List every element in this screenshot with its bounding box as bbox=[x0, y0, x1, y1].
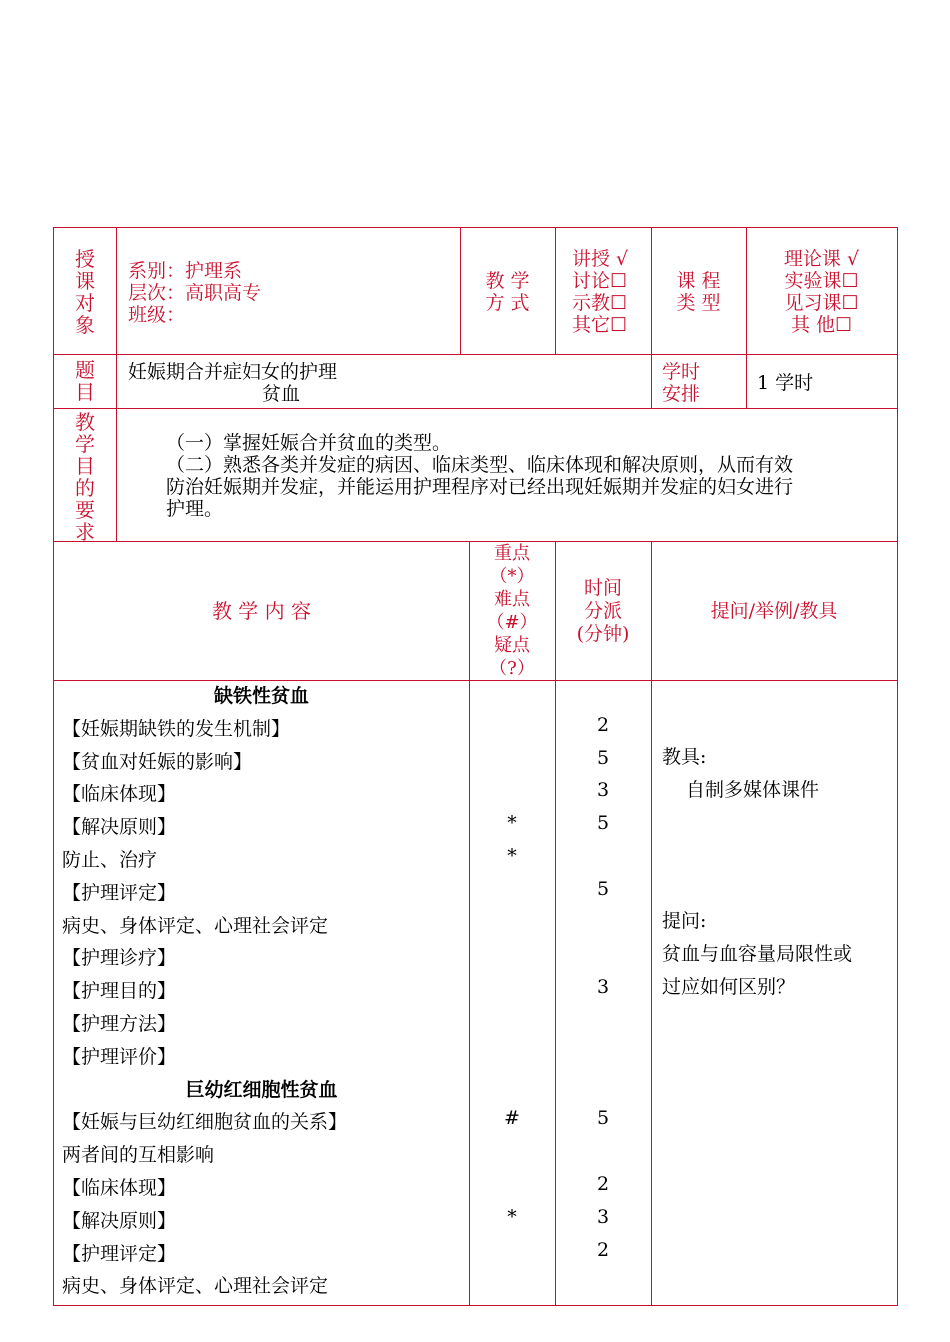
hours-label-1: 学时 bbox=[662, 361, 701, 383]
marks-header-line: 疑点 bbox=[494, 635, 530, 656]
topic-subtitle: 贫血 bbox=[262, 383, 301, 405]
section-heading: 巨幼红细胞性贫血 bbox=[185, 1078, 338, 1101]
marks-header-line: 难点 bbox=[494, 589, 530, 610]
course-type-theory: 理论课 √ bbox=[783, 248, 860, 270]
content-row-time: 3 bbox=[596, 976, 610, 999]
content-row-text: 两者间的互相影响 bbox=[62, 1144, 215, 1167]
content-row-mark: * bbox=[507, 1205, 517, 1228]
lesson-plan-table bbox=[53, 227, 898, 1306]
method-discussion: 讨论☐ bbox=[572, 270, 628, 292]
goals-label: 教学目的要求 bbox=[75, 410, 95, 544]
class-text: 班级： bbox=[128, 304, 186, 326]
col-divider bbox=[651, 541, 652, 1305]
content-row-text: 【临床体现】 bbox=[62, 783, 177, 806]
goal-line-2: （二）熟悉各类并发症的病因、临床类型、临床体现和解决原则，从而有效 bbox=[166, 454, 794, 476]
content-row-text: 【护理方法】 bbox=[62, 1013, 177, 1035]
goal-line-3: 防治妊娠期并发症，并能运用护理程序对已经出现妊娠期并发症的妇女进行 bbox=[166, 476, 794, 498]
content-row-time: 2 bbox=[596, 1173, 610, 1195]
method-other: 其它☐ bbox=[572, 314, 628, 336]
content-row-text: 【护理诊疗】 bbox=[62, 947, 177, 970]
time-header-line: 时间 bbox=[583, 577, 622, 599]
col-divider bbox=[555, 228, 556, 354]
content-row-time: 5 bbox=[596, 746, 610, 769]
goal-line-4: 护理。 bbox=[166, 498, 224, 520]
method-label-1: 教 学 bbox=[485, 270, 530, 292]
content-row-time: 3 bbox=[596, 1205, 610, 1228]
question-line-2: 过应如何区别？ bbox=[662, 976, 796, 998]
content-column-header: 教 学 内 容 bbox=[211, 599, 312, 623]
content-row-mark: * bbox=[507, 845, 517, 867]
course-type-practice: 见习课☐ bbox=[784, 292, 859, 314]
hours-value: 1 学时 bbox=[757, 372, 814, 394]
audience-label: 授课对象 bbox=[75, 247, 95, 337]
course-type-lab: 实验课☐ bbox=[784, 270, 859, 292]
content-row-time: 5 bbox=[596, 812, 610, 835]
section-heading: 缺铁性贫血 bbox=[213, 685, 309, 707]
content-row-time: 2 bbox=[596, 1238, 610, 1261]
time-header-line: 分派 bbox=[583, 600, 622, 622]
col-divider bbox=[116, 228, 117, 541]
col-divider bbox=[651, 228, 652, 408]
content-row-text: 【解决原则】 bbox=[62, 816, 177, 839]
content-row-text: 【护理评价】 bbox=[62, 1045, 177, 1068]
content-row-text: 【护理目的】 bbox=[62, 980, 177, 1003]
topic-title: 妊娠期合并症妇女的护理 bbox=[128, 361, 338, 383]
method-lecture: 讲授 √ bbox=[572, 248, 629, 270]
course-type-label-2: 类 型 bbox=[676, 292, 721, 314]
marks-header-line: （*） bbox=[489, 566, 535, 587]
content-row-time: 3 bbox=[596, 779, 610, 802]
hours-label-2: 安排 bbox=[662, 383, 701, 405]
content-row-text: 病史、身体评定、心理社会评定 bbox=[62, 1275, 329, 1298]
time-column-header bbox=[555, 577, 651, 646]
content-row-text: 【护理评定】 bbox=[62, 881, 177, 904]
course-type-other: 其 他☐ bbox=[790, 314, 853, 336]
marks-header-line: （#） bbox=[486, 612, 538, 633]
row-divider bbox=[54, 408, 897, 409]
content-row-text: 防止、治疗 bbox=[62, 849, 158, 871]
content-row-text: 【解决原则】 bbox=[62, 1209, 177, 1232]
content-row-text: 【贫血对妊娠的影响】 bbox=[62, 750, 253, 773]
tools-value: 自制多媒体课件 bbox=[686, 779, 820, 801]
content-row-text: 【妊娠与巨幼红细胞贫血的关系】 bbox=[62, 1111, 348, 1134]
marks-header-line: 重点 bbox=[494, 543, 530, 564]
content-row-mark: # bbox=[504, 1107, 520, 1130]
question-label: 提问: bbox=[662, 910, 707, 932]
content-row-time: 2 bbox=[596, 713, 610, 736]
tools-label: 教具: bbox=[662, 746, 707, 768]
method-label-2: 方 式 bbox=[485, 292, 530, 314]
time-header-line: (分钟) bbox=[576, 623, 630, 645]
marks-header-line: （?） bbox=[489, 658, 535, 679]
dept-text: 系别：护理系 bbox=[128, 260, 243, 282]
marks-column-header bbox=[469, 542, 555, 680]
content-row-text: 【妊娠期缺铁的发生机制】 bbox=[62, 717, 291, 740]
goal-line-1: （一）掌握妊娠合并贫血的类型。 bbox=[166, 432, 452, 454]
content-row-mark: * bbox=[507, 812, 517, 835]
topic-label: 题目 bbox=[75, 358, 95, 404]
level-text: 层次：高职高专 bbox=[128, 282, 262, 304]
row-divider bbox=[54, 354, 897, 355]
course-type-label-1: 课 程 bbox=[676, 270, 721, 292]
content-row-time: 5 bbox=[596, 877, 610, 900]
method-demo: 示教☐ bbox=[572, 292, 628, 314]
content-row-text: 【临床体现】 bbox=[62, 1177, 177, 1199]
aids-column-header: 提问/举例/教具 bbox=[710, 600, 838, 622]
content-row-time: 5 bbox=[596, 1107, 610, 1130]
content-row-text: 【护理评定】 bbox=[62, 1242, 177, 1265]
content-row-text: 病史、身体评定、心理社会评定 bbox=[62, 914, 329, 937]
question-line-1: 贫血与血容量局限性或 bbox=[662, 943, 853, 965]
